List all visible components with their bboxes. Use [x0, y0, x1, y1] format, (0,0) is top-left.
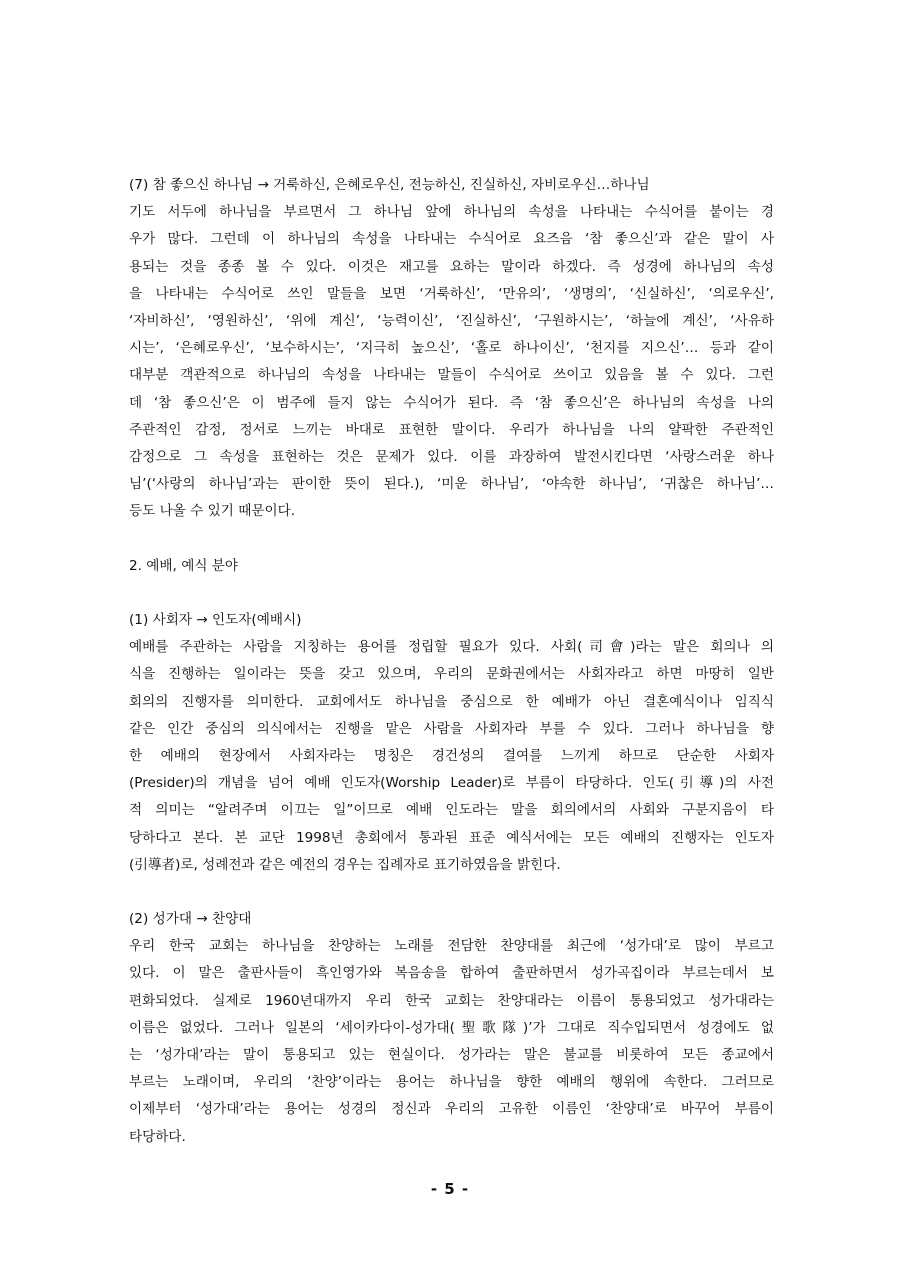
- paragraph-line: 같은 인간 중심의 의식에서는 진행을 맡은 사람을 사회자라 부를 수 있다. 그러나 하나님을 향: [129, 720, 774, 737]
- paragraph-line: 적 의미는 “알려주며 이끄는 일”이므로 예배 인도라는 말을 회의에서의 사회와 구분지음이 타: [129, 802, 774, 819]
- paragraph-line: 한 예배의 현장에서 사회자라는 명칭은 경건성의 결여를 느끼게 하므로 단순한 사회자: [129, 747, 774, 764]
- item-1-paragraph: [129, 634, 774, 879]
- paragraph-line: 회의의 진행자를 의미한다. 교회에서도 하나님을 중심으로 한 예배가 아닌 결혼예식이나 임직식: [129, 693, 774, 710]
- section-7-paragraph: [129, 199, 774, 525]
- section-heading-7: (7) 참 좋으신 하나님 → 거룩하신, 은혜로우신, 전능하신, 진실하신, 자비로우신…하나님: [129, 177, 650, 193]
- item-2-paragraph: [129, 933, 774, 1151]
- spacer: [129, 879, 774, 906]
- paragraph-line: 있다. 이 말은 출판사들이 흑인영가와 복음송을 합하여 출판하면서 성가곡집이라 부르는데서 보: [129, 965, 774, 982]
- paragraph-line: 시는’, ‘은혜로우신’, ‘보수하시는’, ‘지극히 높으신’, ‘홀로 하나이신’, ‘천지를 지으신’… 등과 같이: [129, 340, 774, 357]
- paragraph-line: 당하다고 본다. 본 교단 1998년 총회에서 통과된 표준 예식서에는 모든 예배의 진행자는 인도자: [129, 829, 774, 846]
- paragraph-line: 이제부터 ‘성가대’라는 용어는 성경의 정신과 우리의 고유한 이름인 ‘찬양대’로 바꾸어 부름이: [129, 1101, 774, 1118]
- paragraph-line: 우가 많다. 그런데 이 하나님의 속성을 나타내는 수식어로 요즈음 ‘참 좋으신’과 같은 말이 사: [129, 231, 774, 248]
- item-heading-2: (2) 성가대 → 찬양대: [129, 911, 252, 928]
- spacer: [129, 580, 774, 607]
- paragraph-line: 식을 진행하는 일이라는 뜻을 갖고 있으며, 우리의 문화권에서는 사회자라고 하면 마땅히 일반: [129, 666, 774, 683]
- paragraph-line: 편화되었다. 실제로 1960년대까지 우리 한국 교회는 찬양대라는 이름이 통용되었고 성가대라는: [129, 992, 774, 1009]
- paragraph-line: 님’(‘사랑의 하나님’과는 판이한 뜻이 된다.), ‘미운 하나님’, ‘야속한 하나님’, ‘귀찮은 하나님’…: [129, 476, 774, 493]
- paragraph-line: 기도 서두에 하나님을 부르면서 그 하나님 앞에 하나님의 속성을 나타내는 수식어를 붙이는 경: [129, 204, 774, 221]
- spacer: [129, 525, 774, 552]
- paragraph-line: 등도 나올 수 있기 때문이다.: [129, 503, 296, 520]
- paragraph-line: 는 ‘성가대’라는 말이 통용되고 있는 현실이다. 성가라는 말은 불교를 비롯하여 모든 종교에서: [129, 1047, 774, 1063]
- paragraph-line: 데 ‘참 좋으신’은 이 범주에 들지 않는 수식어가 된다. 즉 ‘참 좋으신’은 하나님의 속성을 나의: [129, 394, 774, 411]
- paragraph-line: (Presider)의 개념을 넘어 예배 인도자(Worship Leader)로 부름이 타당하다. 인도(引導)의 사전: [129, 775, 774, 792]
- paragraph-line: 이름은 없었다. 그러나 일본의 ‘세이카다이-성가대(聖歌隊)’가 그대로 직수입되면서 성경에도 없: [129, 1019, 774, 1036]
- paragraph-line: 을 나타내는 수식어로 쓰인 말들을 보면 ‘거룩하신’, ‘만유의’, ‘생명의’, ‘신실하신’, ‘의로우신’,: [129, 285, 774, 302]
- section-title-2: 2. 예배, 예식 분야: [129, 557, 239, 574]
- item-heading-1: (1) 사회자 → 인도자(예배시): [129, 612, 302, 628]
- document-body: [129, 172, 774, 1151]
- paragraph-line: 감정으로 그 속성을 표현하는 것은 문제가 있다. 이를 과장하여 발전시킨다면 ‘사랑스러운 하나: [129, 448, 774, 465]
- paragraph-line: ‘자비하신’, ‘영원하신’, ‘위에 계신’, ‘능력이신’, ‘진실하신’, ‘구원하시는’, ‘하늘에 계신’, ‘사유하: [129, 312, 774, 329]
- paragraph-line: 용되는 것을 종종 볼 수 있다. 이것은 재고를 요하는 말이라 하겠다. 즉 성경에 하나님의 속성: [129, 258, 774, 275]
- paragraph-line: 타당하다.: [129, 1128, 186, 1145]
- paragraph-line: 예배를 주관하는 사람을 지칭하는 용어를 정립할 필요가 있다. 사회(司會)라는 말은 회의나 의: [129, 639, 774, 656]
- paragraph-line: (引導者)로, 성례전과 같은 예전의 경우는 집례자로 표기하였음을 밝힌다.: [129, 856, 561, 873]
- paragraph-line: 우리 한국 교회는 하나님을 찬양하는 노래를 전담한 찬양대를 최근에 ‘성가대’로 많이 부르고: [129, 938, 774, 955]
- paragraph-line: 주관적인 감정, 정서로 느끼는 바대로 표현한 말이다. 우리가 하나님을 나의 얄팍한 주관적인: [129, 421, 774, 438]
- paragraph-line: 대부분 객관적으로 하나님의 속성을 나타내는 말들이 수식어로 쓰이고 있음을 볼 수 있다. 그런: [129, 367, 774, 384]
- page-number: - 5 -: [430, 1180, 470, 1198]
- paragraph-line: 부르는 노래이며, 우리의 ‘찬양’이라는 용어는 하나님을 향한 예배의 행위에 속한다. 그러므로: [129, 1074, 774, 1091]
